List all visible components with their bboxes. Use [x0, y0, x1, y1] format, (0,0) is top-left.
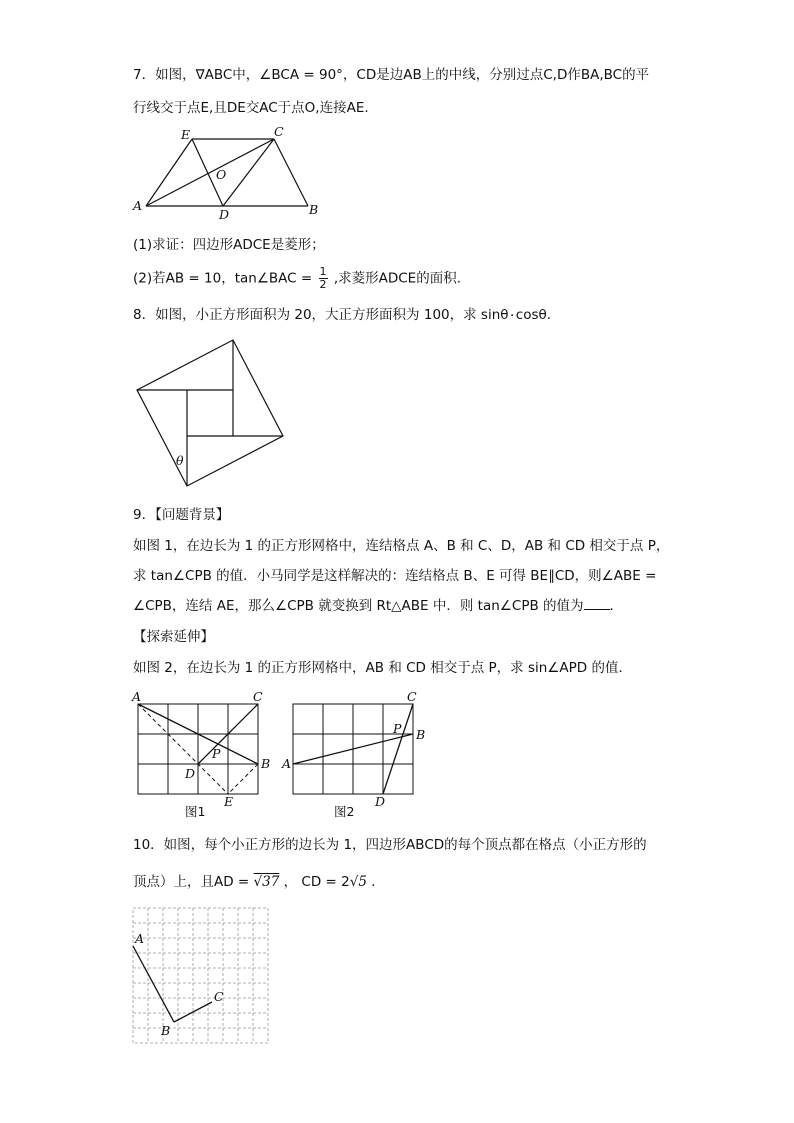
fig1-label-D: D: [185, 766, 196, 781]
q7-line1: 7．如图，∇ABC中，∠BCA = 90°，CD是边AB上的中线，分别过点C,D作BA,BC的平: [133, 67, 650, 83]
q10-grid-figure: [128, 902, 278, 1047]
fig1-label-C: C: [253, 689, 263, 704]
q9-p4: 如图 2，在边长为 1 的正方形网格中，AB 和 CD 相交于点 P，求 sin∠APD 的值．: [133, 660, 632, 676]
q8-text: 8．如图，小正方形面积为 20，大正方形面积为 100，求 sinθ٠cosθ．: [133, 307, 561, 323]
fig2-label-C: C: [407, 689, 417, 704]
fig1-label-P: P: [212, 746, 221, 761]
q9-p3-end: ．: [609, 598, 624, 614]
q10-label-B: B: [161, 1023, 171, 1038]
q7-label-B: B: [309, 202, 319, 217]
q7-label-A: A: [133, 198, 143, 213]
q7-label-C: C: [274, 124, 284, 139]
q9-p3: [133, 597, 623, 615]
q8-theta: θ: [176, 453, 184, 468]
fig1-label-E: E: [224, 794, 234, 809]
q7-seg-CB: [274, 139, 308, 206]
fig2-caption: 图2: [334, 804, 355, 819]
q7-frac-num: 1: [319, 265, 327, 278]
q10-line2-pre: 顶点）上，且AD =: [133, 874, 250, 890]
q7-part2-post: ,求菱形ADCE的面积.: [333, 270, 461, 287]
fig1-label-B: B: [261, 756, 271, 771]
fig2-label-A: A: [282, 756, 292, 771]
q7-part1: (1)求证：四边形ADCE是菱形；: [133, 237, 325, 253]
q9-heading2: 【探索延伸】: [133, 629, 214, 645]
q7-seg-DC: [223, 139, 274, 206]
q7-seg-AC: [146, 139, 274, 206]
fig1-label-A: A: [132, 689, 142, 704]
q10-line1: 10．如图，每个小正方形的边长为 1，四边形ABCD的每个顶点都在格点（小正方形的: [133, 837, 647, 853]
q7-label-D: D: [219, 207, 230, 222]
fig2-label-P: P: [393, 721, 402, 736]
q7-label-E: E: [181, 127, 191, 142]
q9-p1: 如图 1，在边长为 1 的正方形网格中，连结格点 A、B 和 C、D，AB 和 CD 相交于点 P，: [133, 538, 670, 554]
q10-line2: [133, 873, 385, 891]
q9-figure1: [128, 688, 278, 820]
q7-part2: [133, 266, 461, 291]
q10-cd-value: √5: [349, 874, 367, 890]
fig1-seg-BE: [228, 764, 258, 794]
q10-line2-end: ．: [371, 874, 385, 890]
q10-label-A: A: [135, 931, 145, 946]
q10-ad-value: √37: [253, 874, 280, 890]
q10-label-C: C: [214, 989, 224, 1004]
fig2-label-D: D: [375, 794, 386, 809]
q7-frac-den: 2: [319, 278, 327, 291]
fig2-seg-CD: [383, 704, 413, 794]
fig1-caption: 图1: [185, 804, 206, 819]
q7-fraction: [319, 266, 328, 291]
fig2-label-B: B: [416, 727, 426, 742]
answer-blank[interactable]: [584, 597, 610, 610]
q7-figure: [132, 122, 332, 222]
q9-p2: 求 tan∠CPB 的值．小马同学是这样解决的：连结格点 B、E 可得 BE∥CD，则∠ABE =: [133, 568, 657, 584]
q7-seg-AE: [146, 139, 192, 206]
q8-figure: [132, 334, 292, 494]
q7-line2: 行线交于点E,且DE交AC于点O,连接AE.: [133, 100, 369, 116]
q8-large-square: [137, 340, 283, 486]
q9-p3-text: ∠CPB，连结 AE，那么∠CPB 就变换到 Rt△ABE 中．则 tan∠CPB 的值为: [133, 598, 584, 614]
q9-heading: 9．【问题背景】: [133, 507, 230, 523]
q7-part2-pre: (2)若AB = 10，tan∠BAC =: [133, 270, 313, 287]
q9-figure2: [280, 688, 430, 820]
q10-line2-mid: ， CD = 2: [283, 874, 350, 890]
q10-seg-AB: [133, 946, 174, 1022]
q7-label-O: O: [216, 167, 227, 182]
